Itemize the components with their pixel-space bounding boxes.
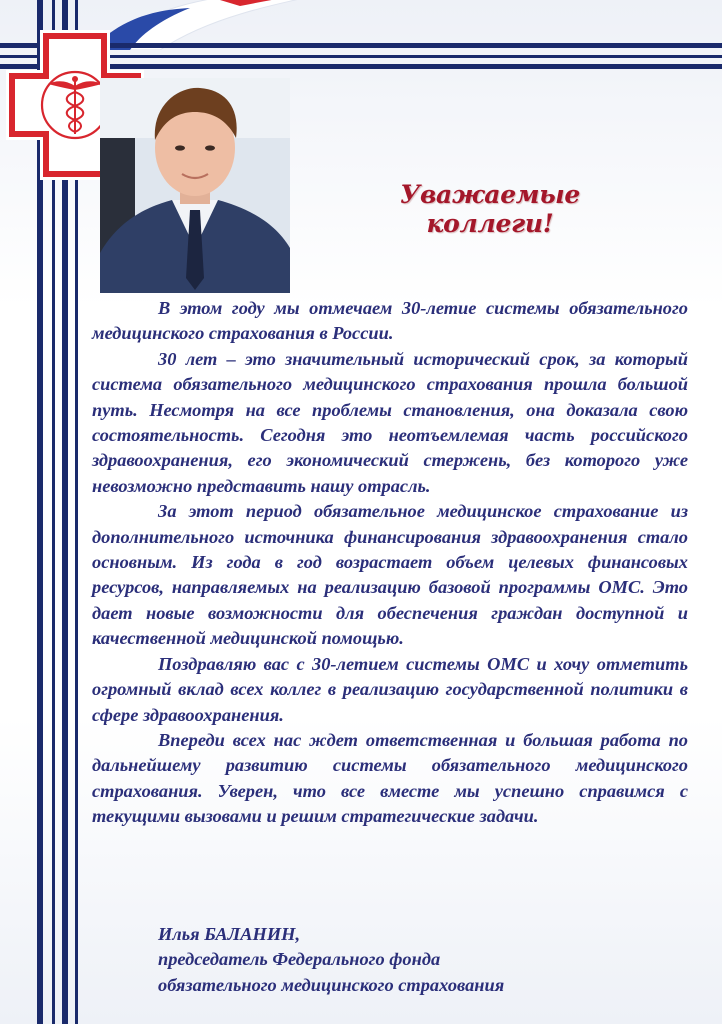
paragraph: Впереди всех нас ждет ответственная и большая работа по дальнейшему развитию системы обязательного медицинского страхования. Уверен, что все вместе мы успешно справимся с текущими вызовами и решим стратегические задачи.	[92, 729, 688, 827]
paragraph: Поздравляю вас с 30-летием системы ОМС и хочу отметить огромный вклад всех коллег в реализацию государственной политики в сфере здравоохранения.	[92, 653, 688, 725]
signer-name: Илья БАЛАНИН,	[158, 924, 301, 944]
paragraph: За этот период обязательное медицинское страхование из дополнительного источника финансирования здравоохранения стало основным. Из года в год возрастает объем целевых финансовых ресурсов, направляемых на реализацию базовой программы ОМС. Это дает новые возможности для обеспечения граждан доступной и качественной медицинской помощью.	[92, 501, 688, 649]
portrait-photo	[100, 78, 290, 293]
signature-block	[158, 922, 658, 998]
paragraph: В этом году мы отмечаем 30-летие системы обязательного медицинского страхования в России.	[92, 298, 688, 344]
letter-body	[92, 296, 688, 830]
greeting-heading: Уважаемые коллеги!	[399, 180, 581, 238]
signer-position: председатель Федерального фонда	[158, 949, 441, 970]
paragraph: 30 лет – это значительный исторический срок, за который система обязательного медицинского страхования прошла большой путь. Несмотря на все проблемы становления, она доказала свою состоятельность. Сегодня это неотъемлемая часть российского здравоохранения, его экономический стержень, без которого уже невозможно представить нашу отрасль.	[92, 348, 688, 496]
signer-organization: обязательного медицинского страхования	[158, 974, 505, 995]
